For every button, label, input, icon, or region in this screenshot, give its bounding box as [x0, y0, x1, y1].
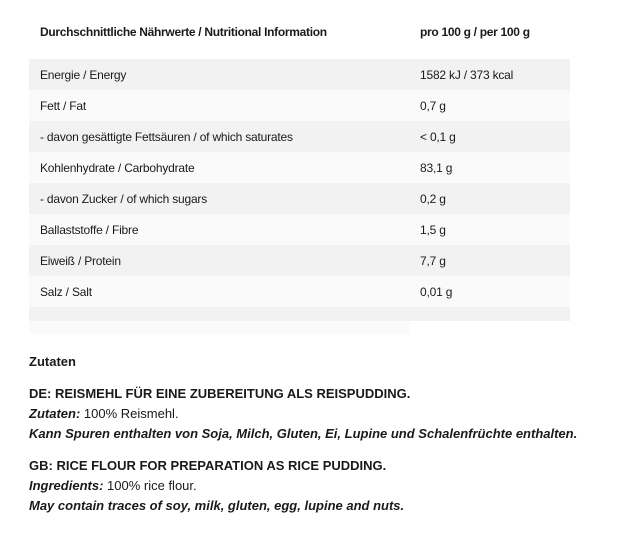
nutrient-value: 1,5 g [420, 223, 446, 237]
column-header-nutrient: Durchschnittliche Nährwerte / Nutritional Information [40, 25, 327, 39]
de-traces: Kann Spuren enthalten von Soja, Milch, Gluten, Ei, Lupine und Schalenfrüchte enthalten. [29, 426, 578, 441]
nutrient-label: Energie / Energy [40, 68, 127, 82]
de-text: 100% Reismehl. [80, 406, 179, 421]
nutrient-value: 7,7 g [420, 254, 446, 268]
nutrient-label: Salz / Salt [40, 285, 92, 299]
nutrient-value: 1582 kJ / 373 kcal [420, 68, 514, 82]
table-row [29, 152, 570, 183]
nutrition-table [29, 59, 570, 307]
table-row [29, 59, 570, 90]
table-row [29, 214, 570, 245]
table-row [29, 121, 570, 152]
gb-title: GB: RICE FLOUR FOR PREPARATION AS RICE PUDDING. [29, 458, 387, 473]
nutrient-label: - davon Zucker / of which sugars [40, 192, 208, 206]
nutrient-value: 0,2 g [420, 192, 446, 206]
table-row [29, 90, 570, 121]
nutrient-label: Ballaststoffe / Fibre [40, 223, 139, 237]
gb-traces: May contain traces of soy, milk, gluten, egg, lupine and nuts. [29, 498, 405, 513]
nutrient-value: 0,7 g [420, 99, 446, 113]
nutrient-value: 83,1 g [420, 161, 453, 175]
nutrient-label: - davon gesättigte Fettsäuren / of which saturates [40, 130, 293, 144]
ingredients-section [29, 352, 577, 516]
nutrient-label: Eiweiß / Protein [40, 254, 121, 268]
empty-row [29, 321, 409, 334]
de-label: Zutaten: [29, 406, 81, 421]
empty-row [29, 307, 570, 321]
column-header-per-100g: pro 100 g / per 100 g [420, 25, 530, 39]
table-row [29, 276, 570, 307]
table-row [29, 183, 570, 214]
de-title: DE: REISMEHL FÜR EINE ZUBEREITUNG ALS REISPUDDING. [29, 386, 411, 401]
table-row [29, 245, 570, 276]
nutrient-label: Kohlenhydrate / Carbohydrate [40, 161, 195, 175]
nutrient-value: < 0,1 g [420, 130, 456, 144]
ingredients-title: Zutaten [29, 354, 76, 369]
gb-text: 100% rice flour. [103, 478, 197, 493]
nutrient-label: Fett / Fat [40, 99, 87, 113]
nutrient-value: 0,01 g [420, 285, 453, 299]
gb-label: Ingredients: [29, 478, 104, 493]
